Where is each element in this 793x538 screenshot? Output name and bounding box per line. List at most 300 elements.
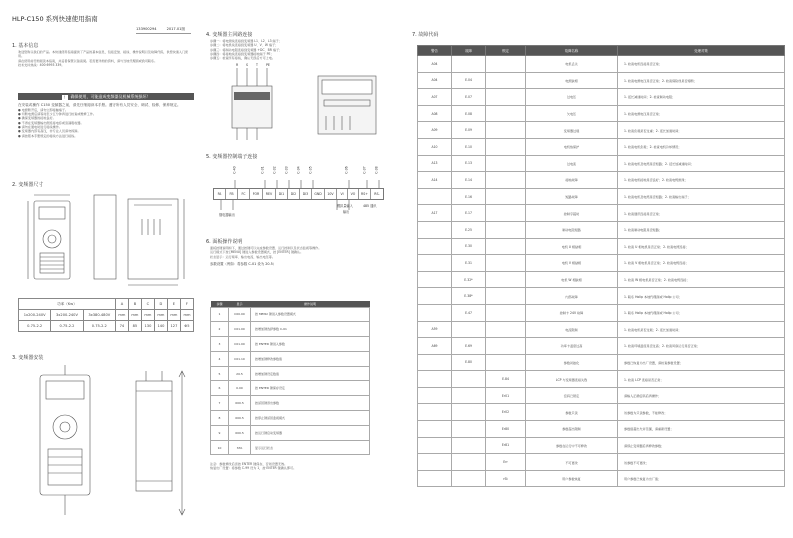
- fault-warning: A08: [418, 105, 452, 122]
- fault-code: E.47: [452, 304, 486, 321]
- dim-head: D: [154, 299, 167, 310]
- s6-line: 运行模式下按 [MENU] 键进入参数设置模式，按 [ENTER] 键确认。: [210, 250, 304, 255]
- fault-code: [452, 421, 486, 438]
- fault-warning: [418, 404, 452, 421]
- fault-remedy: 1. 检查 V 相电机是否正常；2. 检查电缆连接；: [618, 255, 785, 272]
- fault-warning: [418, 421, 452, 438]
- fault-head: 故障: [452, 46, 486, 56]
- fault-code: [452, 56, 486, 73]
- fault-name: 电机热保护: [526, 138, 618, 155]
- fault-code-table: [417, 45, 785, 487]
- fault-remedy: 1. 检查电机及电缆是否短路；2. 延长加减速时间；: [618, 155, 785, 172]
- s3-title: 3. 变频器安装: [12, 355, 44, 361]
- s2-title: 2. 变频器尺寸: [12, 182, 44, 188]
- table-row: [418, 371, 785, 388]
- dim-value: 85: [128, 321, 141, 332]
- fault-lock: [486, 304, 526, 321]
- fault-name: 控制字超时: [526, 205, 618, 222]
- fault-name: 用户参数恢复: [526, 470, 618, 487]
- terminal-label: S: [246, 63, 249, 67]
- fault-warning: [418, 188, 452, 205]
- fault-head: 处理对策: [618, 46, 785, 56]
- s1-para: 请在使用前仔细阅读本指南，并妥善保管以备查阅。若需更详细的资料，请与当地代理商或我司联系。: [18, 58, 158, 63]
- fault-lock: [486, 255, 526, 272]
- fault-code: [452, 387, 486, 404]
- table-row: [418, 255, 785, 272]
- fault-lock: [486, 105, 526, 122]
- fault-code: E.14: [452, 172, 486, 189]
- s7-title: 7. 故障代码: [412, 32, 439, 38]
- fault-remedy: 1. 检查电机接地是否良好；2. 检查电缆绝缘；: [618, 172, 785, 189]
- fault-warning: A04: [418, 72, 452, 89]
- dim-unit: mm: [180, 310, 193, 321]
- keyt-desc: 按增加键修改参数值: [251, 351, 370, 366]
- dim-power: 0.75-2.2: [83, 321, 115, 332]
- dim-unit: mm: [115, 310, 128, 321]
- s4-title: 4. 变频器主回路连接: [206, 32, 253, 38]
- fault-remedy: 1. 联系 Holip 本地代理商或 Holip 公司；: [618, 304, 785, 321]
- s1-body: [18, 50, 193, 67]
- keyt-display: C01.10: [229, 351, 251, 366]
- rs485-label: 485 通讯: [363, 204, 377, 208]
- fault-warning: A07: [418, 89, 452, 106]
- top-label: C-32: [272, 166, 277, 174]
- dim-unit: mm: [154, 310, 167, 321]
- fault-name: 电机 U 相缺相: [526, 238, 618, 255]
- dim-voltage: 3x380-480V: [83, 310, 115, 321]
- fault-code: [452, 454, 486, 471]
- terminal: REV: [263, 189, 276, 199]
- fault-name: 过电流: [526, 155, 618, 172]
- fault-code: E.08: [452, 105, 486, 122]
- s6-title: 6. 面板操作说明: [206, 239, 243, 245]
- fault-code: E.32*: [452, 271, 486, 288]
- fault-warning: [418, 454, 452, 471]
- fault-code: E.17: [452, 205, 486, 222]
- terminal: DI3: [300, 189, 312, 199]
- fault-name: LCP 与变频器连接失败: [526, 371, 618, 388]
- fault-remedy: 参数值超出允许范围，请重新设置；: [618, 421, 785, 438]
- fault-warning: A04: [418, 56, 452, 73]
- keyt-head: 步骤: [211, 301, 229, 307]
- table-row: [418, 122, 785, 139]
- fault-name: 电机丢失: [526, 56, 618, 73]
- warning-line: ● 请勿在通电时进行接线操作。: [18, 124, 62, 129]
- fault-name: 控制卡 24V 故障: [526, 304, 618, 321]
- fault-remedy: 1. 检查 U 相电机是否正常；2. 检查电缆连接；: [618, 238, 785, 255]
- fault-lock: [486, 188, 526, 205]
- fault-name: 参数超出限制: [526, 421, 618, 438]
- table-row: [418, 56, 785, 73]
- fault-warning: A14: [418, 172, 452, 189]
- table-row: [418, 338, 785, 355]
- keyt-head: 显示: [229, 301, 251, 307]
- top-label: C-36: [344, 166, 349, 174]
- terminal-label: R: [236, 63, 239, 67]
- warning-line: ● 变频器内部有高压，非专业人员请勿拆卸。: [18, 129, 81, 134]
- top-label: C-34: [296, 166, 301, 174]
- main-circuit-diagram: [222, 63, 382, 143]
- s6-line: 参数设置（例如：将参数 C-01 设为 20.5）: [210, 261, 277, 266]
- keyt-desc: 按停止键返回监视模式: [251, 411, 370, 426]
- fault-lock: [486, 122, 526, 139]
- warning-line: 在安装或操作 C150 变频器之前，请先仔细阅读本手册。遵守所有人员安全、调试、检修、保养规定。: [18, 103, 181, 107]
- dimension-table: [18, 298, 194, 332]
- fault-remedy: 该参数不可更改；: [618, 454, 785, 471]
- dim-unit: mm: [128, 310, 141, 321]
- fault-remedy: 1. 检查 LCP 连接是否正常；: [618, 371, 785, 388]
- fault-lock: [486, 205, 526, 222]
- table-row: [418, 321, 785, 338]
- fault-lock: Er02: [486, 404, 526, 421]
- fault-remedy: 请输入正确密码后再操作；: [618, 387, 785, 404]
- table-row: [418, 105, 785, 122]
- keyt-display: C01.00: [229, 322, 251, 337]
- terminal: FOR: [250, 189, 263, 199]
- fault-warning: A13: [418, 155, 452, 172]
- keyt-display: 000.5: [229, 411, 251, 426]
- fault-remedy: 1. 检查制动电阻是否短路；: [618, 221, 785, 238]
- fault-name: 不可更改: [526, 454, 618, 471]
- dim-value: Φ5: [180, 321, 193, 332]
- s6-line: 状态显示：运行频率、输出电流、输出电压等。: [210, 254, 275, 259]
- divider: [136, 33, 191, 34]
- fault-head: 警告: [418, 46, 452, 56]
- keyt-step: 1: [211, 307, 229, 322]
- terminal: RS+: [359, 189, 371, 199]
- table-row: [418, 421, 785, 438]
- fault-lock: [486, 221, 526, 238]
- fault-lock: [486, 72, 526, 89]
- keyt-desc: 按返回键退出参数: [251, 396, 370, 411]
- keyt-head: 操作说明: [251, 301, 370, 307]
- terminal: VO: [348, 189, 359, 199]
- relay-label: 继电器输出: [219, 213, 235, 217]
- keyt-step: 8: [211, 411, 229, 426]
- fault-remedy: 参数已恢复为出厂设置，请检查参数设置；: [618, 354, 785, 371]
- dim-col-label: 功率（Kw）: [19, 299, 116, 310]
- s4-steps: [210, 39, 390, 60]
- fault-warning: A69: [418, 338, 452, 355]
- fault-name: 功率卡温度过高: [526, 338, 618, 355]
- panel-operation-table: [210, 301, 370, 455]
- fault-lock: [486, 89, 526, 106]
- fault-code: E.13: [452, 155, 486, 172]
- s1-para: 技术支持热线：400 6993 339。: [18, 62, 65, 67]
- top-label: C-31: [260, 166, 265, 174]
- keyt-step: 2: [211, 322, 229, 337]
- fault-lock: Er01: [486, 387, 526, 404]
- table-row: [418, 437, 785, 454]
- fault-lock: [486, 155, 526, 172]
- fault-warning: [418, 387, 452, 404]
- table-row: [418, 221, 785, 238]
- fault-name: 参数初始化: [526, 354, 618, 371]
- top-label: C-38: [374, 166, 379, 174]
- keyt-step: 9: [211, 425, 229, 440]
- fault-remedy: 请停止变频器后再修改参数；: [618, 437, 785, 454]
- keyt-display: 0.00: [229, 381, 251, 396]
- table-row: [418, 138, 785, 155]
- s6-footnote: [210, 462, 395, 471]
- table-row: [418, 72, 785, 89]
- keyt-step: 10: [211, 440, 229, 455]
- dim-head: E: [167, 299, 180, 310]
- fault-lock: [486, 138, 526, 155]
- fault-name: 过电压: [526, 89, 618, 106]
- terminal: GND: [312, 189, 325, 199]
- warning-line: ● 电源断开后，请勿立即接触端子。: [18, 107, 69, 112]
- keyt-display: C00.00: [229, 307, 251, 322]
- fault-warning: A10: [418, 138, 452, 155]
- fault-lock: Err: [486, 454, 526, 471]
- warning-line: ● 切断电源后请等待至少五分钟再进行检查或维修工作。: [18, 112, 96, 117]
- dim-value: 130: [141, 321, 154, 332]
- terminal-label: PE: [266, 63, 270, 67]
- fault-code: E.38*: [452, 288, 486, 305]
- s1-title: 1. 基本信息: [12, 43, 39, 49]
- warning-line: ● 不得在变频器输出侧连接电容或浪涌吸收器。: [18, 120, 84, 125]
- table-row: [418, 155, 785, 172]
- terminal: 10V: [325, 189, 337, 199]
- keyt-desc: 按增加键设定数值: [251, 366, 370, 381]
- s4-step: 步骤三：将制动电阻连接到变频器 +DC、BR 端子；: [210, 47, 283, 52]
- keyt-display: C01.00: [229, 337, 251, 352]
- s5-title: 5. 变频器控制端子连接: [206, 154, 258, 160]
- fault-code: E.31: [452, 255, 486, 272]
- s4-step: 步骤五：检查所有接线，确认无误后方可上电。: [210, 56, 275, 61]
- fault-warning: [418, 221, 452, 238]
- fault-code: [452, 437, 486, 454]
- keyt-desc: 按运行键启动变频器: [251, 425, 370, 440]
- top-label: C-35: [308, 166, 313, 174]
- keyt-display: STA: [229, 440, 251, 455]
- table-row: [418, 271, 785, 288]
- keyt-display: 20.5: [229, 366, 251, 381]
- warning-title: 确保使用，可能造成变频器及机械系统损坏！: [70, 94, 151, 99]
- fault-remedy: 1. 检查通讯连接是否正常；: [618, 205, 785, 222]
- fault-warning: A59: [418, 321, 452, 338]
- fault-name: 密码已锁定: [526, 387, 618, 404]
- keyt-display: 000.5: [229, 425, 251, 440]
- dim-head: F: [180, 299, 193, 310]
- fault-lock: [486, 354, 526, 371]
- fault-remedy: 该参数为只读参数，不能修改；: [618, 404, 785, 421]
- dimension-drawing: [16, 189, 196, 294]
- terminal-label: T: [256, 63, 258, 67]
- fault-warning: [418, 470, 452, 487]
- fault-remedy: 1. 延长减速时间；2. 检查制动电阻；: [618, 89, 785, 106]
- fault-code: E.25: [452, 221, 486, 238]
- table-row: [418, 238, 785, 255]
- terminal: FC: [238, 189, 250, 199]
- fault-lock: Er81: [486, 437, 526, 454]
- table-row: [418, 172, 785, 189]
- fault-name: 电流限制: [526, 321, 618, 338]
- s1-para: 欢迎您购买我们的产品。本快速使用指南提供了产品的基本信息，包括安装、接线、操作说明以及故障代码，供您快速入门使用。: [18, 50, 189, 59]
- fault-remedy: 1. 检查电机及电缆是否短路；2. 检查输出端子；: [618, 188, 785, 205]
- fault-remedy: 用户参数已恢复为出厂值；: [618, 470, 785, 487]
- fault-remedy: 1. 检查电机是否过载；2. 延长加速时间；: [618, 321, 785, 338]
- fault-code: E.80: [452, 354, 486, 371]
- fault-name: 电源缺相: [526, 72, 618, 89]
- fault-warning: [418, 304, 452, 321]
- fault-name: 电机 W 相缺相: [526, 271, 618, 288]
- warning-line: ● 确保变频器的接地良好。: [18, 116, 56, 121]
- keyt-step: 3: [211, 337, 229, 352]
- keyt-desc: 显示运行状态: [251, 440, 370, 455]
- keyt-desc: 按 MENU 键进入参数设置模式: [251, 307, 370, 322]
- fault-warning: [418, 354, 452, 371]
- fault-code: E.09: [452, 122, 486, 139]
- dim-value: 127: [167, 321, 180, 332]
- fault-remedy: 1. 联系 Holip 本地代理商或 Holip 公司；: [618, 288, 785, 305]
- s6-foot: 恢复出厂设置：将参数 C-99 设为 1，按 ENTER 键确认即可。: [210, 466, 297, 471]
- main-circuit-lines: [222, 68, 382, 143]
- fault-name: 接地故障: [526, 172, 618, 189]
- fault-lock: [486, 338, 526, 355]
- fault-lock: Er80: [486, 421, 526, 438]
- fault-code: E.16: [452, 188, 486, 205]
- fault-remedy: 1. 检查电源电压是否正常；: [618, 105, 785, 122]
- fault-warning: A17: [418, 205, 452, 222]
- fault-warning: [418, 288, 452, 305]
- fault-lock: [486, 238, 526, 255]
- fault-lock: [486, 321, 526, 338]
- fault-warning: [418, 371, 452, 388]
- top-label: C-37: [362, 166, 367, 174]
- dim-unit: mm: [141, 310, 154, 321]
- fault-name: 变频器过载: [526, 122, 618, 139]
- keyt-step: 5: [211, 366, 229, 381]
- table-row: [418, 404, 785, 421]
- keyt-desc: 按 ENTER 键进入参数: [251, 337, 370, 352]
- keyt-desc: 按增加键选择参数 C-01: [251, 322, 370, 337]
- fault-remedy: 1. 检查电机负载；2. 检查电机冷却情况；: [618, 138, 785, 155]
- terminal: VI: [337, 189, 348, 199]
- fault-name: 欠电压: [526, 105, 618, 122]
- dim-value: 74: [115, 321, 128, 332]
- fault-code: E.69: [452, 338, 486, 355]
- fault-remedy: 1. 检查 W 相电机是否正常；2. 检查电缆连接；: [618, 271, 785, 288]
- fault-lock: [486, 172, 526, 189]
- warning-icon: !: [62, 95, 68, 100]
- keyt-step: 6: [211, 381, 229, 396]
- keyt-step: 4: [211, 351, 229, 366]
- table-row: [418, 304, 785, 321]
- fault-code: E.10: [452, 138, 486, 155]
- fault-warning: A09: [418, 122, 452, 139]
- dim-voltage: 1x200-240V: [19, 310, 51, 321]
- fault-code: [452, 371, 486, 388]
- doc-meta: [136, 27, 195, 32]
- output-label: 输出: [343, 210, 350, 214]
- fault-remedy: 1. 检查环境温度是否过高；2. 检查风扇运行是否正常；: [618, 338, 785, 355]
- fault-head: 故障名称: [526, 46, 618, 56]
- page-title: HLP-C150 系列快速使用指南: [12, 15, 98, 23]
- top-label: C-40: [232, 166, 237, 174]
- table-row: [418, 89, 785, 106]
- top-label: C-33: [284, 166, 289, 174]
- dim-power: 0.75-2.2: [19, 321, 51, 332]
- fault-name: 制动电阻短路: [526, 221, 618, 238]
- dim-head: A: [115, 299, 128, 310]
- fault-name: 参数在运行中不可修改: [526, 437, 618, 454]
- fault-remedy: 1. 检查电源电压是否正常；2. 检查保险丝是否熔断；: [618, 72, 785, 89]
- table-row: [418, 470, 785, 487]
- terminal: DI2: [288, 189, 300, 199]
- table-row: [418, 354, 785, 371]
- s6-intro: [210, 246, 395, 266]
- fault-code: [452, 404, 486, 421]
- fault-name: 参数只读: [526, 404, 618, 421]
- doc-number: 133900294: [136, 27, 157, 31]
- control-terminal-diagram: [213, 166, 388, 226]
- table-row: [418, 188, 785, 205]
- keyt-desc: 按 ENTER 键保存设定: [251, 381, 370, 396]
- fault-remedy: 1. 检查负载是否过重；2. 延长加速时间；: [618, 122, 785, 139]
- table-row: [418, 454, 785, 471]
- table-row: [418, 288, 785, 305]
- fault-code: E.04: [452, 72, 486, 89]
- fault-head: 锁定: [486, 46, 526, 56]
- fault-code: [452, 321, 486, 338]
- installation-drawing: [18, 365, 198, 530]
- terminal: FA: [214, 189, 226, 199]
- dim-value: 140: [154, 321, 167, 332]
- terminal: RS-: [374, 192, 380, 196]
- terminal-strip: [213, 188, 384, 200]
- fault-remedy: 1. 检查电机连接是否正常；: [618, 56, 785, 73]
- terminal: FB: [226, 189, 238, 199]
- dim-voltage: 3x200-240V: [51, 310, 83, 321]
- fault-code: E.07: [452, 89, 486, 106]
- dim-unit: mm: [167, 310, 180, 321]
- fault-warning: [418, 437, 452, 454]
- warning-list: [18, 103, 194, 138]
- s4-step: 步骤二：将电机线连接到变频器 U、V、W 端子；: [210, 43, 279, 48]
- fault-lock: [486, 288, 526, 305]
- fault-lock: [486, 56, 526, 73]
- s6-line: 面板按键说明如下，通过按键可以完成参数设置、运行控制以及状态监视等操作。: [210, 246, 322, 250]
- fault-warning: [418, 255, 452, 272]
- fault-lock: [486, 271, 526, 288]
- keyt-step: 7: [211, 396, 229, 411]
- dim-head: C: [141, 299, 154, 310]
- fault-code: E.30: [452, 238, 486, 255]
- s4-step: 步骤一：将电源线连接到变频器 L1、L2、L3 端子；: [210, 39, 282, 43]
- keyt-display: 000.5: [229, 396, 251, 411]
- s4-step: 步骤四：将接地线连接到变频器接地端子 PE；: [210, 51, 274, 56]
- analog-label: 模拟量输入: [337, 204, 353, 208]
- warning-bar: [18, 93, 194, 100]
- s6-foot: 注意：参数修改后需按 ENTER 键保存，否则设置无效。: [210, 462, 288, 466]
- doc-date: 2017.01版: [166, 27, 186, 31]
- fault-lock: E.84: [486, 371, 526, 388]
- terminal: DI1: [276, 189, 288, 199]
- fault-warning: [418, 271, 452, 288]
- warning-line: ● 请按照本手册规定的接线方法进行接线。: [18, 133, 78, 138]
- table-row: [418, 387, 785, 404]
- table-row: [418, 205, 785, 222]
- fault-code: [452, 470, 486, 487]
- fault-name: 内部故障: [526, 288, 618, 305]
- fault-name: 短路故障: [526, 188, 618, 205]
- fault-lock: rSt: [486, 470, 526, 487]
- dim-head: B: [128, 299, 141, 310]
- fault-warning: [418, 238, 452, 255]
- dim-power: 0.75-2.2: [51, 321, 83, 332]
